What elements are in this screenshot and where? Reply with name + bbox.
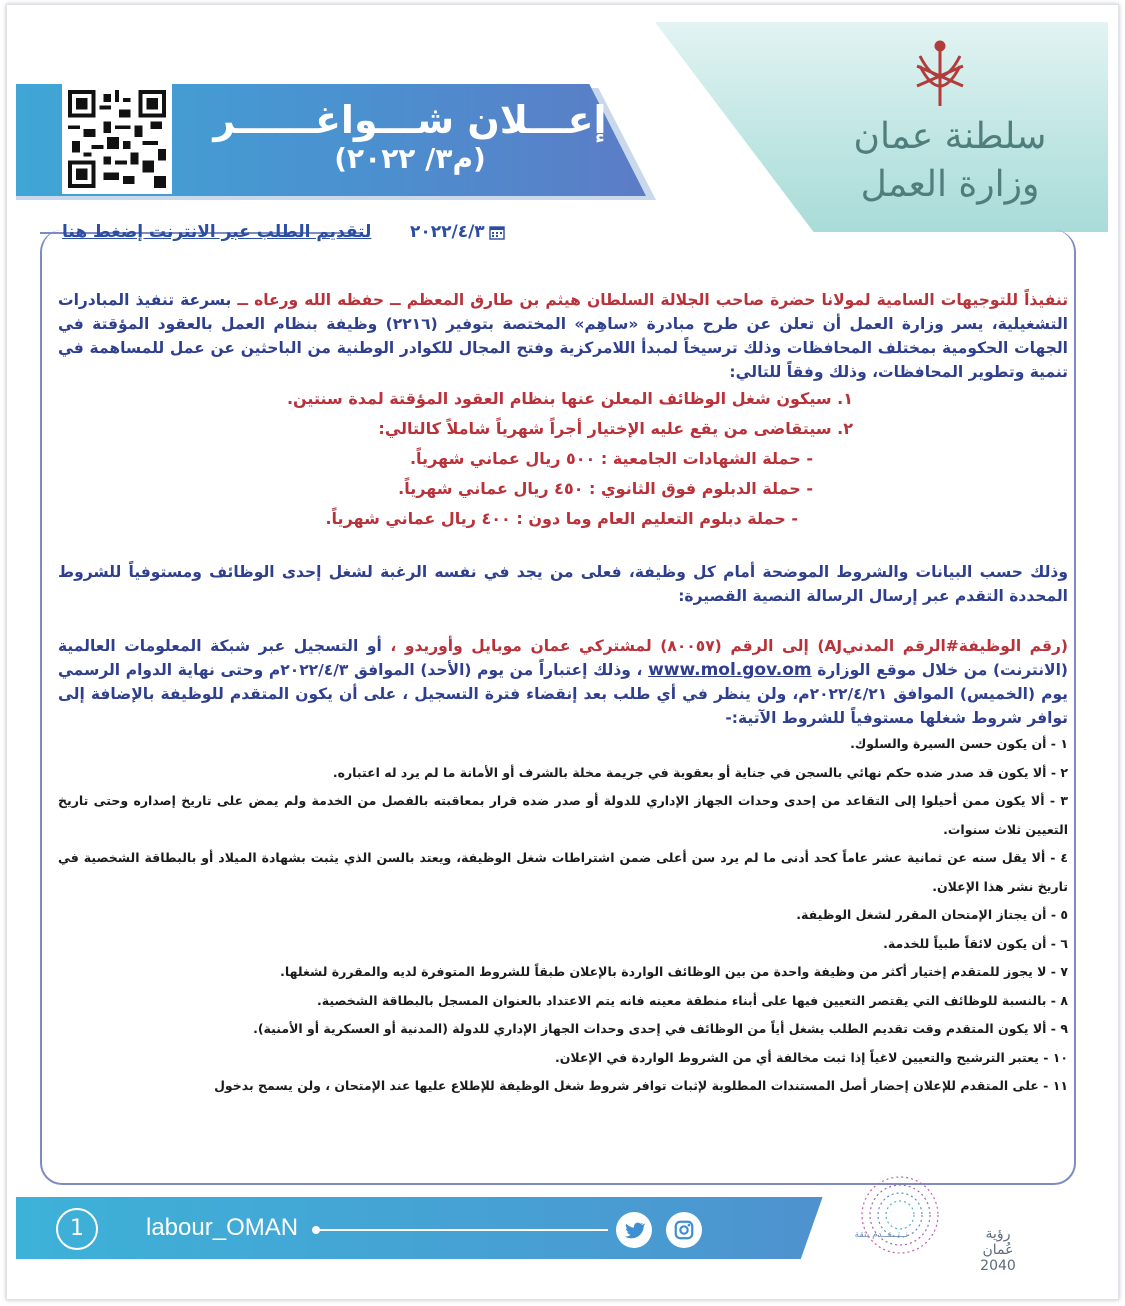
instagram-button[interactable] <box>666 1212 702 1248</box>
announcement-number: (م٣/ ٢٠٢٢) <box>334 142 486 175</box>
point-2: ٢. سيتقاضى من يقع عليه الإختيار أجراً شهرياً شاملاً كالتالي: <box>378 419 853 438</box>
footer-divider <box>318 1229 608 1231</box>
instagram-icon <box>673 1219 695 1241</box>
vision-2040-logo: رؤية عُمان 2040 <box>980 1226 1016 1274</box>
application-conditions-intro: وذلك حسب البيانات والشروط الموضحة أمام كل وظيفة، فعلى من يجد في نفسه الرغبة لشغل إحدى الوظائف ومستوفياً للشروط المحددة التقدم عبر إرسال الرسالة النصية القصيرة: <box>58 563 1068 605</box>
oman-emblem-icon <box>905 36 975 116</box>
ministry-name-line2: وزارة العمل <box>860 164 1040 205</box>
social-handle[interactable]: labour_OMAN <box>146 1214 299 1241</box>
point-1: ١. سيكون شغل الوظائف المعلن عنها بنظام العقود المؤقتة لمدة سنتين. <box>286 389 853 408</box>
announcement-title: إعـــلان شـــواغــــــر <box>213 98 607 142</box>
date-text: ٢٠٢٢/٤/٣ <box>410 222 485 242</box>
condition-item: ٦ - أن يكون لائقاً طبياً للخدمة. <box>883 935 1068 951</box>
calendar-icon <box>489 224 505 240</box>
ministry-website-link[interactable]: www.mol.gov.om <box>648 660 812 680</box>
salary-university: - حملة الشهادات الجامعية : ٥٠٠ ريال عماني شهرياً. <box>409 449 813 468</box>
announcement-date <box>410 222 505 242</box>
condition-item: ١٠ - يعتبر الترشيح والتعيين لاغياً إذا ثبت مخالفة أي من الشروط الواردة في الإعلان. <box>554 1049 1068 1065</box>
condition-item: ٤ - ألا يقل سنه عن ثمانية عشر عاماً كحد أدنى ما لم يرد سن أعلى ضمن اشتراطات شغل الوظيفة، ويعتد بالسن الذي يثبت بشهادة الميلاد أو بالبطاقة الشخصية في تاريخ نشر هذا الإعلان. <box>58 850 1068 894</box>
vision-swirl-icon <box>840 1160 950 1270</box>
page-number: 1 <box>56 1208 98 1250</box>
ministry-name-line1: سلطنة عمان <box>853 116 1047 157</box>
qr-code[interactable] <box>62 84 172 194</box>
condition-item: ١١ - على المتقدم للإعلان إحضار أصل المستندات المطلوبة لإثبات توافر شروط شغل الوظيفة للإطلاع عليها عند الإمتحان ، ولن يسمح بدخول <box>214 1078 1068 1093</box>
condition-item: ٧ - لا يجوز للمتقدم إختيار أكثر من وظيفة واحدة من بين الوظائف الواردة بالإعلان طبقاً للشروط المتوفرة لديه والمقررة لشغلها. <box>280 964 1068 979</box>
salary-diploma: - حملة الدبلوم فوق الثانوي : ٤٥٠ ريال عماني شهرياً. <box>398 479 813 498</box>
intro-details: بسرعة تنفيذ المبادرات التشغيلية، يسر وزارة العمل أن تعلن عن طرح مبادرة «ساهِم» المختصة بتوفير (٢٢١٦) وظيفة بنظام العمل بالعقود المؤقتة في الجهات الحكومية بمختلف المحافظات وذلك ترسيخاً لمبدأ اللامركزية وفتح المجال للكوادر الوطنية من الباحثين عن عمل للمساهمة في تنمية وتطوير المحافظات، وذلك وفقاً للتالي: <box>58 291 1068 381</box>
intro-paragraph <box>58 288 1068 384</box>
sms-instructions <box>58 634 1068 730</box>
condition-item: ٩ - ألا يكون المتقدم وقت تقديم الطلب يشغل أياً من الوظائف في إحدى وحدات الجهاز الإداري للدولة (المدنية أو العسكرية أو الأمنية). <box>253 1021 1068 1036</box>
salary-general: - حملة دبلوم التعليم العام وما دون : ٤٠٠ ريال عماني شهرياً. <box>325 509 798 528</box>
condition-item: ٨ - بالنسبة للوظائف التي يقتصر التعيين فيها على أبناء منطقة معينه فانه يتم الاعتداد بالعنوان المسجل بالبطاقة الشخصية. <box>317 992 1068 1008</box>
condition-item: ٢ - ألا يكون قد صدر ضده حكم نهائي بالسجن في جناية أو بعقوبة في جريمة مخلة بالشرف أو الأمانة ما لم يرد له اعتباره. <box>332 764 1068 780</box>
sms-online-text: أو التسجيل عبر شبكة المعلومات العالمية (الانترنت) من خلال موقع الوزارة <box>58 637 1068 679</box>
condition-item: ٥ - أن يجتاز الإمتحان المقرر لشغل الوظيفة. <box>796 907 1068 922</box>
online-apply-link[interactable]: لتقديم الطلب عبر الانترنت إضغط هنا <box>62 222 372 242</box>
condition-item: ٣ - ألا يكون ممن أحيلوا إلى التقاعد من إحدى وحدات الجهاز الإداري للدولة أو صدر ضده قرار بمعاقبته بالفصل من الخدمة ولم يمض على تاريخ إصداره وحتى تاريخ التعيين ثلاث سنوات. <box>58 793 1068 837</box>
footer-tagline: نــتــقــدم بثقة <box>854 1230 908 1240</box>
sms-period-text: ، وذلك إعتباراً من يوم (الأحد) الموافق ٢٠٢٢/٤/٣م وحتى نهاية الدوام الرسمي يوم (الخميس) الموافق ٢٠٢٢/٤/٢١م، ولن ينظر في أي طلب بعد إنقضاء فترة التسجيل ، على أن يكون المتقدم للوظيفة بالإضافة إلى توافر شروط شغلها مستوفياً للشروط الآتية:- <box>58 661 1068 727</box>
twitter-button[interactable] <box>616 1212 652 1248</box>
intro-directive: تنفيذاً للتوجيهات السامية لمولانا حضرة صاحب الجلالة السلطان هيثم بن طارق المعظم ــ حفظه الله ورعاه ــ <box>237 291 1069 309</box>
announcement-body <box>58 288 1068 1101</box>
twitter-icon <box>623 1219 645 1241</box>
sms-format: (رقم الوظيفة#الرقم المدنيAJ) إلى الرقم (٨٠٠٥٧) لمشتركي عمان موبايل وأوريدو ، <box>390 637 1068 655</box>
condition-item: ١ - أن يكون حسن السيرة والسلوك. <box>850 736 1068 751</box>
qr-code-icon <box>68 90 166 188</box>
